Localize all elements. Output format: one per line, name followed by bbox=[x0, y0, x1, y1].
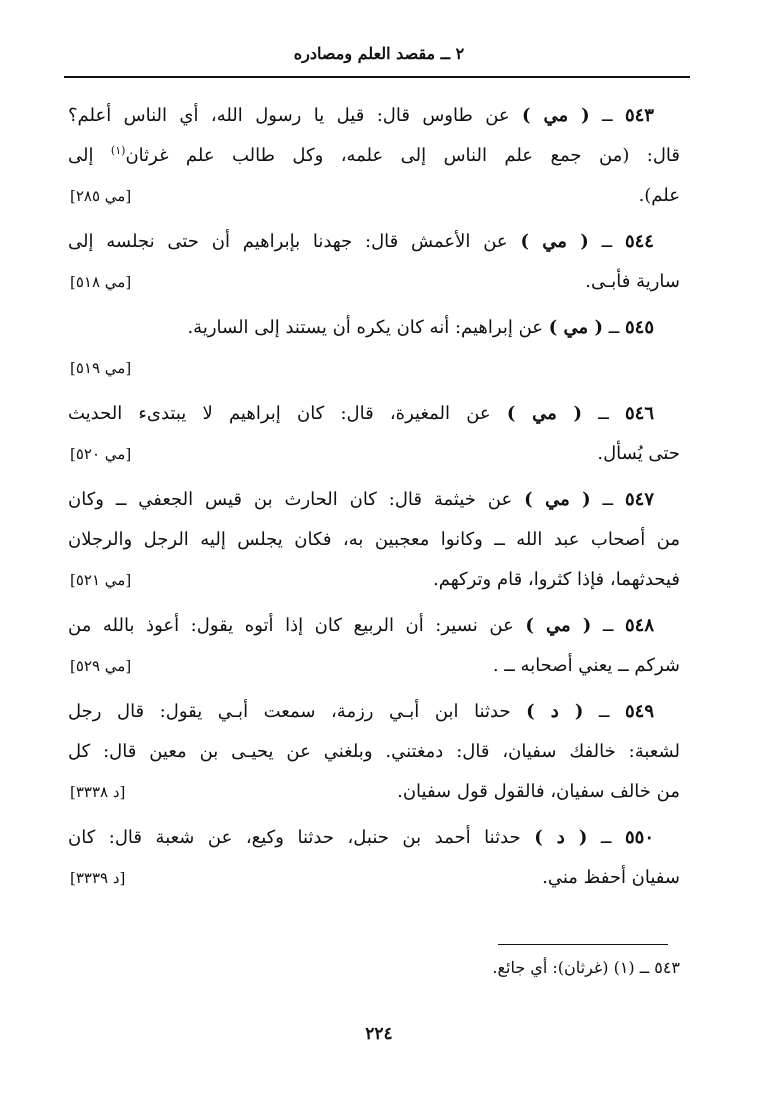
entry-number: ٥٤٧ bbox=[624, 489, 654, 510]
reference-tag: [مي ٥٢٩] bbox=[70, 657, 132, 675]
footnote-marker: (١) bbox=[110, 144, 126, 157]
reference-tag: [مي ٥١٩] bbox=[70, 359, 132, 377]
entry-line: ٥٥٠ ــ ( د ) حدثنا أحمد بن حنبل، حدثنا وكيع، عن شعبة قال: كان bbox=[68, 827, 655, 848]
entry-text: عن خيثمة قال: كان الحارث بن قيس الجعفي ــ وكان bbox=[68, 489, 513, 510]
entry-text: حتى يُسأل. bbox=[597, 443, 680, 464]
entry-text: شركم ــ يعني أصحابه ــ . bbox=[492, 655, 680, 676]
entry-number: ٥٤٣ bbox=[624, 105, 654, 126]
entry-line bbox=[68, 732, 680, 772]
reference-tag: [د ٣٣٣٩] bbox=[70, 869, 126, 887]
entry-number: ٥٥٠ bbox=[625, 827, 655, 848]
entry-line: ٥٤٣ ــ ( مي ) عن طاوس قال: قيل يا رسول الله، أي الناس أعلم؟ bbox=[68, 105, 654, 126]
entry-text: لشعبة: خالفك سفيان، قال: دمغتني. وبلغني عن يحيـى بن معين قال: كل bbox=[68, 741, 680, 762]
entry-549 bbox=[68, 692, 680, 812]
reference-tag: [مي ٥١٨] bbox=[70, 273, 132, 291]
footnote: ٥٤٣ ــ (١) (غرثان): أي جائع. bbox=[492, 958, 680, 977]
source-code: ( مي ) bbox=[525, 615, 592, 636]
entry-last-line bbox=[68, 434, 680, 474]
entry-last-line bbox=[68, 176, 680, 216]
entry-text: سفيان أحفظ مني. bbox=[542, 867, 680, 888]
entry-line: ٥٤٨ ــ ( مي ) عن نسير: أن الربيع كان إذا أتوه يقول: أعوذ بالله من bbox=[68, 615, 655, 636]
source-code: ( مي ) bbox=[548, 317, 603, 338]
entry-548 bbox=[68, 606, 680, 686]
entry-text: حدثنا ابن أبـي رزمة، سمعت أبـي يقول: قال رجل bbox=[68, 701, 511, 722]
entry-text: فيحدثهما، فإذا كثروا، قام وتركهم. bbox=[433, 569, 680, 590]
entry-line: ٥٤٩ ــ ( د ) حدثنا ابن أبـي رزمة، سمعت أبـي يقول: قال رجل bbox=[68, 701, 654, 722]
entry-text: علم). bbox=[638, 185, 680, 206]
entry-last-line bbox=[68, 262, 680, 302]
entry-text: عن نسير: أن الربيع كان إذا أتوه يقول: أعوذ بالله من bbox=[68, 615, 514, 636]
reference-tag: [د ٣٣٣٨] bbox=[70, 783, 126, 801]
hadith-entries bbox=[68, 96, 680, 904]
entry-text: إلى bbox=[68, 145, 94, 166]
reference-tag: [مي ٥٢١] bbox=[70, 571, 132, 589]
entry-text: سارية فأبـى. bbox=[585, 271, 680, 292]
entry-544 bbox=[68, 222, 680, 302]
source-code: ( د ) bbox=[534, 827, 588, 848]
source-code: ( مي ) bbox=[524, 489, 591, 510]
entry-text: من خالف سفيان، فالقول قول سفيان. bbox=[397, 781, 680, 802]
entry-550 bbox=[68, 818, 680, 898]
entry-number: ٥٤٨ bbox=[625, 615, 655, 636]
entry-last-line bbox=[68, 646, 680, 686]
source-code: ( مي ) bbox=[506, 403, 583, 424]
entry-line bbox=[68, 520, 680, 560]
entry-text: عن إبراهيم: أنه كان يكره أن يستند إلى السارية. bbox=[187, 317, 544, 338]
entry-543 bbox=[68, 96, 680, 216]
entry-last-line bbox=[68, 560, 680, 600]
reference-tag: [مي ٥٢٠] bbox=[70, 445, 132, 463]
reference-tag: [مي ٢٨٥] bbox=[70, 187, 132, 205]
entry-545 bbox=[68, 308, 680, 388]
reference-line bbox=[68, 348, 680, 388]
running-head: ٢ ــ مقصد العلم ومصادره bbox=[293, 44, 465, 63]
entry-number: ٥٤٥ bbox=[624, 317, 654, 338]
source-code: ( مي ) bbox=[522, 105, 590, 126]
entry-number: ٥٤٦ bbox=[625, 403, 655, 424]
header-rule bbox=[64, 76, 690, 78]
entry-last-line bbox=[68, 772, 680, 812]
footnote-rule bbox=[498, 944, 668, 945]
entry-line bbox=[68, 136, 680, 176]
entry-546 bbox=[68, 394, 680, 474]
entry-text: عن المغيرة، قال: كان إبراهيم لا يبتدىء الحديث bbox=[68, 403, 491, 424]
entry-text: قال: (من جمع علم الناس إلى علمه، وكل طالب علم غرثان bbox=[125, 145, 680, 166]
source-code: ( د ) bbox=[526, 701, 584, 722]
page-number: ٢٢٤ bbox=[365, 1024, 393, 1044]
entry-number: ٥٤٤ bbox=[624, 231, 654, 252]
entry-line: ٥٤٥ ــ ( مي ) عن إبراهيم: أنه كان يكره أن يستند إلى السارية. bbox=[187, 317, 654, 338]
entry-line: ٥٤٤ ــ ( مي ) عن الأعمش قال: جهدنا بإبراهيم أن حتى نجلسه إلى bbox=[68, 231, 654, 252]
entry-text: حدثنا أحمد بن حنبل، حدثنا وكيع، عن شعبة قال: كان bbox=[68, 827, 521, 848]
entry-text: عن طاوس قال: قيل يا رسول الله، أي الناس أعلم؟ bbox=[68, 105, 510, 126]
entry-line: ٥٤٦ ــ ( مي ) عن المغيرة، قال: كان إبراهيم لا يبتدىء الحديث bbox=[68, 403, 655, 424]
entry-last-line bbox=[68, 858, 680, 898]
entry-line: ٥٤٧ ــ ( مي ) عن خيثمة قال: كان الحارث بن قيس الجعفي ــ وكان bbox=[68, 489, 654, 510]
entry-text: عن الأعمش قال: جهدنا بإبراهيم أن حتى نجلسه إلى bbox=[68, 231, 508, 252]
entry-547 bbox=[68, 480, 680, 600]
entry-number: ٥٤٩ bbox=[624, 701, 654, 722]
source-code: ( مي ) bbox=[520, 231, 589, 252]
entry-text: من أصحاب عبد الله ــ وكانوا معجبين به، فكان يجلس إليه الرجل والرجلان bbox=[68, 529, 680, 550]
